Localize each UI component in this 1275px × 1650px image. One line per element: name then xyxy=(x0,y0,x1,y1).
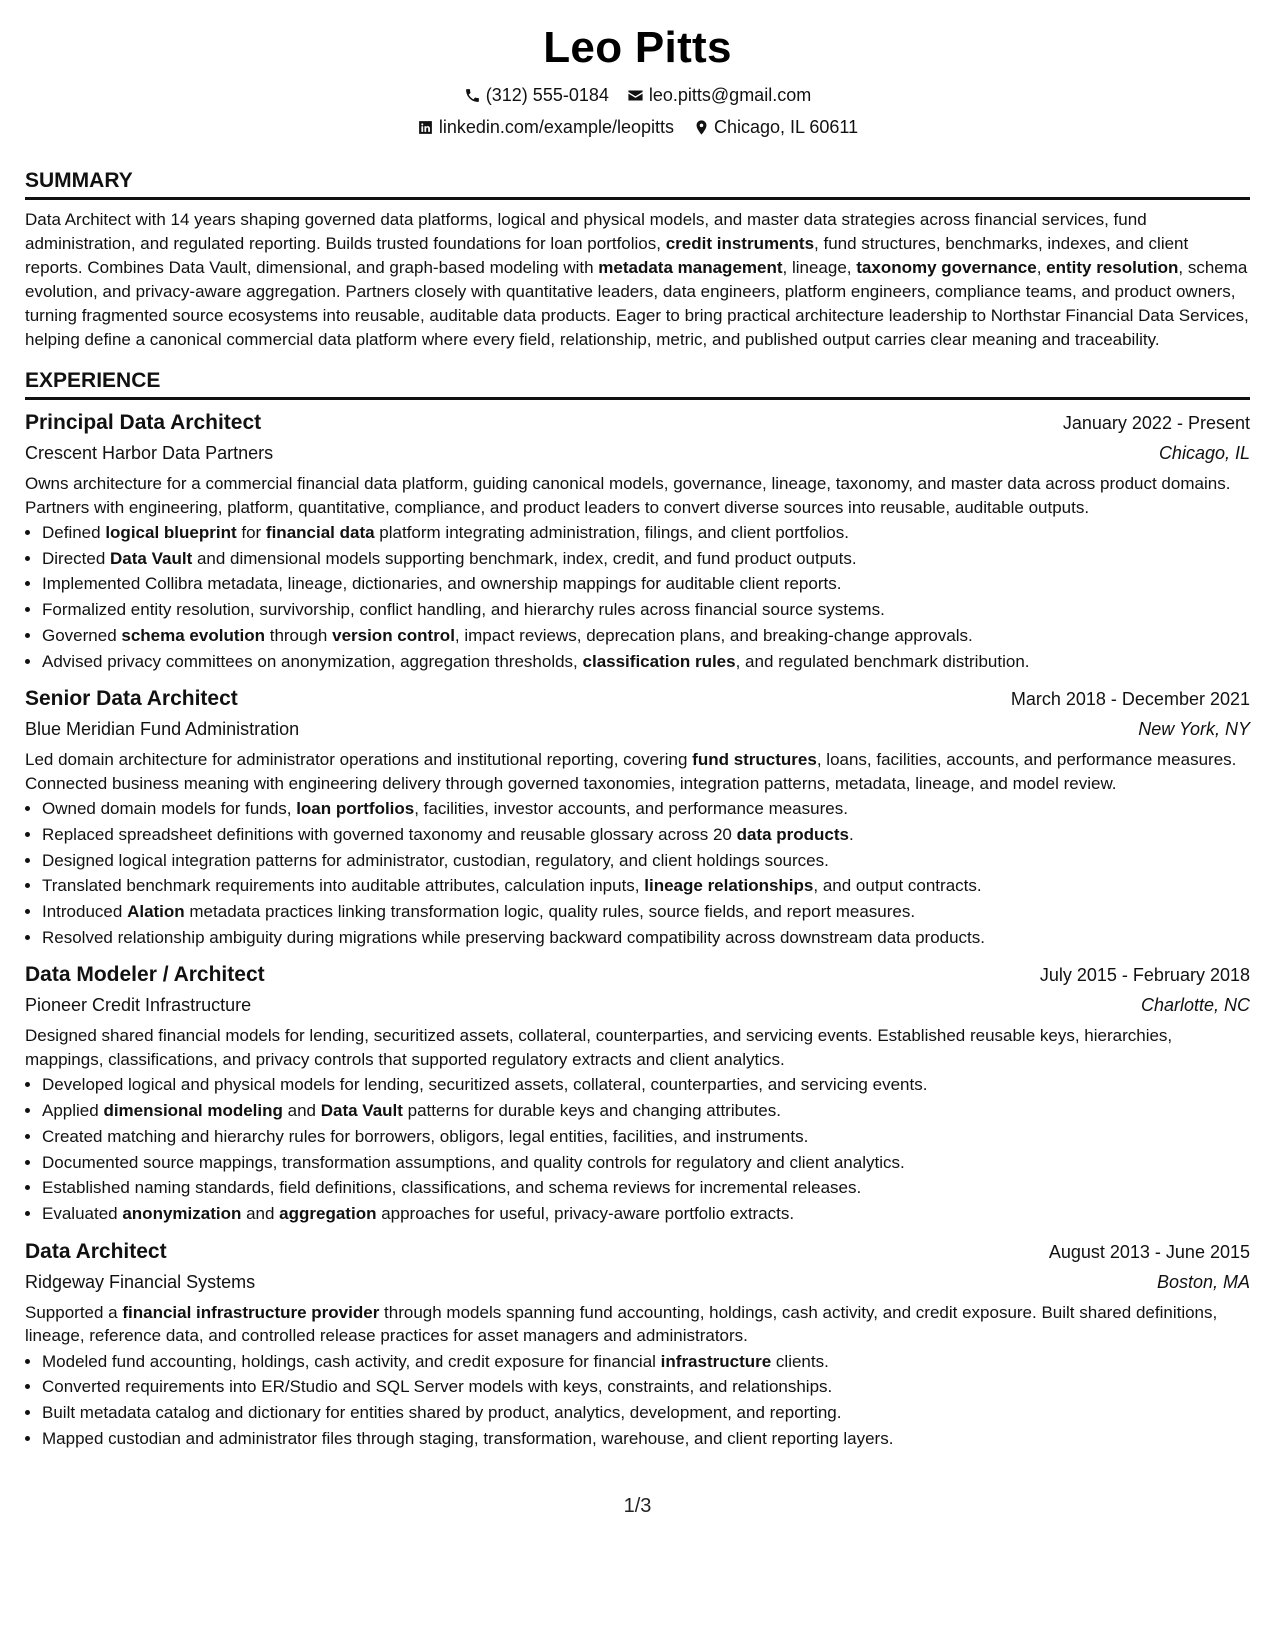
job-description: Owns architecture for a commercial financial data platform, guiding canonical models, governance, lineage, taxonomy, and master data across product domains. Partners with engineering, platform, quantitative, compliance, and product leaders to convert diverse sources into reusable, auditable outputs. xyxy=(25,474,1231,517)
bullet-item: • Formalized entity resolution, survivorship, conflict handling, and hierarchy rules across financial source systems. xyxy=(42,597,1250,623)
job-company-row xyxy=(25,1267,1250,1297)
emphasis-text: schema evolution xyxy=(121,625,265,645)
job-title: Data Modeler / Architect xyxy=(25,963,265,987)
phone-number[interactable]: (312) 555-0184 xyxy=(485,85,609,105)
job-title: Principal Data Architect xyxy=(25,411,262,434)
job-dates: March 2018 - December 2021 xyxy=(1010,689,1250,710)
bullet-item: • Applied dimensional modeling and Data Vault patterns for durable keys and changing attributes. xyxy=(42,1098,1250,1124)
bullet-item: • Developed logical and physical models for lending, securitized assets, collateral, counterparties, and servicing events. xyxy=(42,1072,1250,1098)
job-title: Senior Data Architect xyxy=(25,687,238,711)
experience-section xyxy=(25,368,1250,1451)
bullet-item: • Modeled fund accounting, holdings, cash activity, and credit exposure for financial infrastructure clients. xyxy=(42,1349,1250,1375)
contact-row-1 xyxy=(25,80,1250,110)
linkedin-contact xyxy=(417,112,674,142)
map-pin-icon xyxy=(692,118,710,136)
emphasis-text: dimensional modeling xyxy=(103,1101,283,1121)
job-bullets xyxy=(25,1349,1250,1452)
job-description: Led domain architecture for administrator operations and institutional reporting, covering fund structures, loans, facilities, accounts, and performance measures. Connected business meaning with engineering delivery through governed taxonomies, integration patterns, metadata, lineage, and model review. xyxy=(25,750,1237,793)
bullet-item: • Evaluated anonymization and aggregation approaches for useful, privacy-aware portfolio extracts. xyxy=(42,1201,1250,1227)
emphasis-text: financial data xyxy=(265,523,375,542)
emphasis-text: credit instruments xyxy=(665,234,815,253)
job-company-row xyxy=(25,990,1250,1020)
bullet-item: • Implemented Collibra metadata, lineage, dictionaries, and ownership mappings for auditable client reports. xyxy=(42,571,1250,597)
job-dates: August 2013 - June 2015 xyxy=(1048,1241,1250,1262)
contact-row-2 xyxy=(25,112,1250,142)
bullet-item: • Owned domain models for funds, loan portfolios, facilities, investor accounts, and performance measures. xyxy=(42,796,1250,822)
job-entry xyxy=(25,960,1250,1226)
emphasis-text: version control xyxy=(332,625,455,645)
bullet-item: • Designed logical integration patterns for administrator, custodian, regulatory, and client holdings sources. xyxy=(42,848,1250,874)
job-location: Boston, MA xyxy=(1156,1271,1250,1292)
page-number: 1/3 xyxy=(623,1495,652,1517)
section-divider xyxy=(25,197,1250,200)
section-title: SUMMARY xyxy=(25,169,133,192)
bullet-item: • Defined logical blueprint for financial data platform integrating administration, filings, and client portfolios. xyxy=(42,520,1250,546)
emphasis-text: Data Vault xyxy=(320,1101,403,1121)
summary-text: Data Architect with 14 years shaping governed data platforms, logical and physical models, and master data strategies across financial services, fund administration, and regulated reporting. Builds trusted foundations for loan portfolios, credit instruments, fund structures, benchmarks, indexes, and client reports. Combines Data Vault, dimensional, and graph-based modeling with metadata management, lineage, taxonomy governance, entity resolution, schema evolution, and privacy-aware aggregation. Partners closely with quantitative leaders, data engineers, platform engineers, compliance teams, and product owners, turning fragmented source ecosystems into reusable, auditable data products. Eager to bring practical architecture leadership to Northstar Financial Data Services, helping define a canonical commercial data platform where every field, relationship, metric, and published output carries clear meaning and traceability. xyxy=(25,210,1249,349)
job-location: Charlotte, NC xyxy=(1140,995,1250,1016)
emphasis-text: Alation xyxy=(127,902,185,922)
job-entry xyxy=(25,408,1250,674)
job-entry xyxy=(25,1237,1250,1452)
candidate-name: Leo Pitts xyxy=(543,23,732,72)
resume-header xyxy=(25,18,1250,142)
job-bullets xyxy=(25,1072,1250,1226)
job-company: Blue Meridian Fund Administration xyxy=(25,719,300,740)
bullet-item: • Documented source mappings, transformation assumptions, and quality controls for regulatory and client analytics. xyxy=(42,1150,1250,1176)
email-address[interactable]: leo.pitts@gmail.com xyxy=(648,85,812,105)
envelope-icon xyxy=(627,86,645,104)
job-company-row xyxy=(25,714,1250,744)
job-header-row xyxy=(25,1237,1250,1267)
bullet-item: • Converted requirements into ER/Studio and SQL Server models with keys, constraints, and relationships. xyxy=(42,1374,1250,1400)
linkedin-url[interactable]: linkedin.com/example/leopitts xyxy=(438,117,674,137)
bullet-item: • Built metadata catalog and dictionary for entities shared by product, analytics, development, and reporting. xyxy=(42,1400,1250,1426)
bullet-item: • Governed schema evolution through version control, impact reviews, deprecation plans, and breaking-change approvals. xyxy=(42,623,1250,649)
location-contact xyxy=(692,112,858,142)
location-text: Chicago, IL 60611 xyxy=(714,117,859,137)
section-divider xyxy=(25,397,1250,400)
emphasis-text: taxonomy governance xyxy=(856,258,1037,277)
bullet-item: • Directed Data Vault and dimensional models supporting benchmark, index, credit, and fund product outputs. xyxy=(42,546,1250,572)
job-company: Crescent Harbor Data Partners xyxy=(25,443,274,463)
emphasis-text: lineage relationships xyxy=(644,876,814,896)
job-list xyxy=(25,408,1250,1451)
bullet-item: • Resolved relationship ambiguity during migrations while preserving backward compatibility across downstream data products. xyxy=(42,925,1250,951)
job-dates: July 2015 - February 2018 xyxy=(1039,965,1250,986)
bullet-item: • Introduced Alation metadata practices linking transformation logic, quality rules, source fields, and report measures. xyxy=(42,899,1250,925)
bullet-item: • Mapped custodian and administrator files through staging, transformation, warehouse, and client reporting layers. xyxy=(42,1426,1250,1452)
email-contact xyxy=(627,80,811,110)
bullet-item: • Created matching and hierarchy rules for borrowers, obligors, legal entities, facilities, and instruments. xyxy=(42,1124,1250,1150)
job-company: Pioneer Credit Infrastructure xyxy=(25,995,252,1016)
emphasis-text: Data Vault xyxy=(110,548,193,568)
job-company: Ridgeway Financial Systems xyxy=(25,1271,256,1292)
emphasis-text: fund structures xyxy=(692,750,817,770)
phone-icon xyxy=(464,86,482,104)
job-bullets xyxy=(25,796,1250,950)
job-description: Supported a financial infrastructure provider through models spanning fund accounting, holdings, cash activity, and credit exposure. Built shared definitions, lineage, reference data, and controlled release practices for asset managers and administrators. xyxy=(25,1302,1218,1346)
job-bullets xyxy=(25,520,1250,674)
job-header-row xyxy=(25,960,1250,990)
summary-section xyxy=(25,168,1250,352)
job-location: Chicago, IL xyxy=(1158,443,1250,463)
emphasis-text: entity resolution xyxy=(1046,258,1179,277)
job-entry xyxy=(25,684,1250,950)
job-dates: January 2022 - Present xyxy=(1062,413,1250,433)
job-header-row xyxy=(25,684,1250,714)
emphasis-text: metadata management xyxy=(598,258,783,277)
emphasis-text: data products xyxy=(736,824,849,844)
phone-contact xyxy=(464,80,609,110)
bullet-item: • Established naming standards, field definitions, classifications, and schema reviews for incremental releases. xyxy=(42,1175,1250,1201)
bullet-item: • Translated benchmark requirements into auditable attributes, calculation inputs, lineage relationships, and output contracts. xyxy=(42,873,1250,899)
job-location: New York, NY xyxy=(1138,719,1250,740)
emphasis-text: loan portfolios xyxy=(296,799,415,819)
job-title: Data Architect xyxy=(25,1239,167,1263)
section-title: EXPERIENCE xyxy=(25,369,161,392)
emphasis-text: infrastructure xyxy=(660,1351,772,1371)
bullet-item: • Advised privacy committees on anonymization, aggregation thresholds, classification rules, and regulated benchmark distribution. xyxy=(42,649,1250,675)
resume-page xyxy=(25,18,1250,1451)
job-company-row xyxy=(25,438,1250,468)
job-description: Designed shared financial models for lending, securitized assets, collateral, counterparties, and servicing events. Established reusable keys, hierarchies, mappings, classifications, and privacy controls that supported regulatory extracts and client analytics. xyxy=(25,1026,1173,1069)
emphasis-text: logical blueprint xyxy=(105,523,237,542)
emphasis-text: anonymization xyxy=(122,1203,242,1223)
linkedin-icon xyxy=(417,118,435,136)
emphasis-text: aggregation xyxy=(279,1203,377,1223)
emphasis-text: classification rules xyxy=(582,651,736,671)
bullet-item: • Replaced spreadsheet definitions with governed taxonomy and reusable glossary across 20 data products. xyxy=(42,822,1250,848)
emphasis-text: financial infrastructure provider xyxy=(122,1302,380,1322)
job-header-row xyxy=(25,408,1250,438)
